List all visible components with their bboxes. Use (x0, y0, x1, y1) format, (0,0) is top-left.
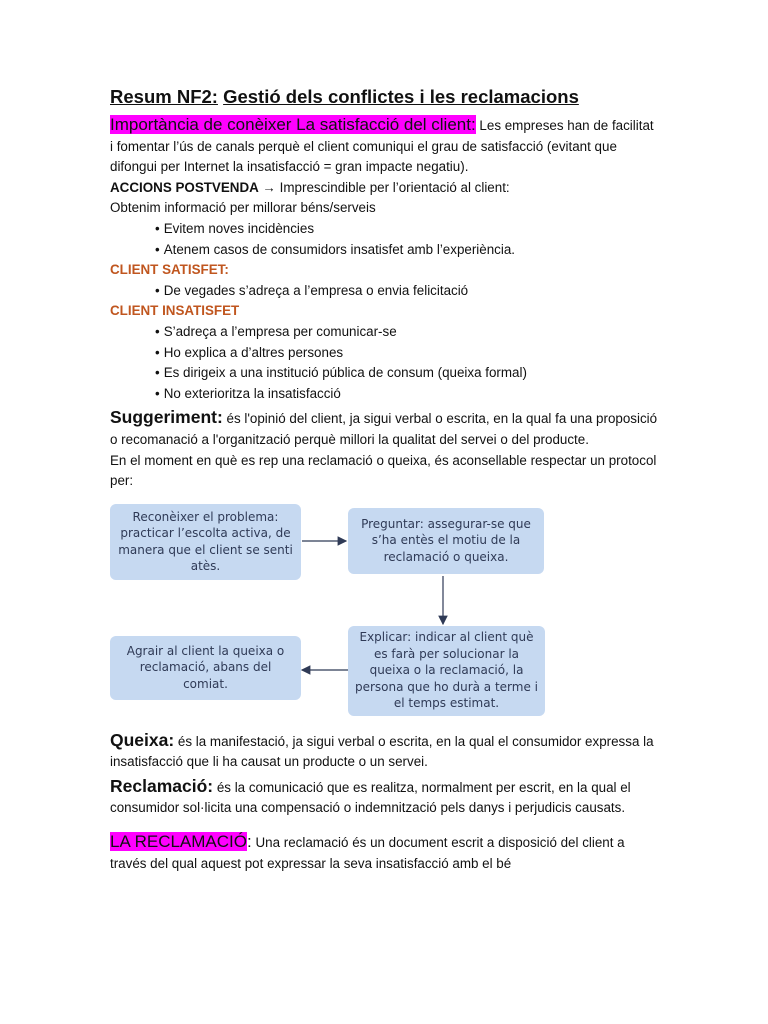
title-main: Gestió dels conflictes i les reclamacions (223, 86, 579, 107)
list-item: • Ho explica a d’altres persones (155, 343, 658, 364)
accions-line2: Obtenim informació per millorar béns/serveis (110, 200, 376, 216)
insatisfet-label: CLIENT INSATISFET (110, 303, 240, 319)
accions-label: ACCIONS POSTVENDA (110, 179, 259, 195)
satisfet-label: CLIENT SATISFET: (110, 262, 229, 278)
la-reclamacio-text: Una reclamació és un document escrit a disposició del client a través del qual aquest pot expressar la seva insatisfacció amb el bé (110, 835, 625, 871)
insatisfet-bullets (110, 322, 658, 404)
intro-text-rest: han de facilitat i fomentar l’ús de canals perquè el client comuniqui el grau de satisfacció (evitant que difongui per Internet la insatisfacció = gran impacte negatiu). (110, 118, 654, 175)
list-item: • No exterioritza la insatisfacció (155, 384, 658, 405)
la-reclamacio-colon: : (247, 832, 252, 852)
la-reclamacio-paragraph (110, 831, 658, 874)
accions-arrow: → (258, 179, 280, 195)
flow-box-explain: Explicar: indicar al client què es farà per solucionar la queixa o la reclamació, la persona que ho durà a terme i el temps estimat. (348, 626, 545, 716)
list-item: • De vegades s’adreça a l’empresa o envia felicitació (155, 281, 658, 302)
queixa-paragraph (110, 730, 658, 773)
satisfet-bullets (110, 281, 658, 302)
list-item: • Evitem noves incidències (155, 219, 658, 240)
reclamacio-term: Reclamació: (110, 775, 214, 796)
flow-box-thank: Agrair al client la queixa o reclamació, abans del comiat. (110, 636, 301, 700)
reclamacio-text: és la comunicació que es realitza, normalment per escrit, en la qual el consumidor sol·licita una compensació o indemnització pels danys i perjudicis causats. (110, 779, 631, 816)
accions-line (110, 178, 658, 199)
title-prefix: Resum NF2: (110, 86, 218, 107)
list-item: • Es dirigeix a una institució pública de consum (queixa formal) (155, 363, 658, 384)
reclamacio-paragraph (110, 776, 658, 819)
accions-bullets (110, 219, 658, 260)
list-item: • S’adreça a l’empresa per comunicar-se (155, 322, 658, 343)
page-title (110, 84, 658, 110)
flow-box-recognize: Reconèixer el problema: practicar l’escolta activa, de manera que el client se senti atès. (110, 504, 301, 580)
intro-text-first: Les empreses (475, 118, 564, 133)
accions-text: Imprescindible per l’orientació al client: (279, 179, 510, 195)
protocol-flowchart (110, 504, 550, 722)
document-page (110, 84, 658, 874)
queixa-text: és la manifestació, ja sigui verbal o escrita, en la qual el consumidor expressa la insatisfacció que li ha causat un producte o un servei. (110, 733, 654, 770)
intro-paragraph (110, 114, 658, 178)
queixa-term: Queixa: (110, 729, 175, 750)
suggeriment-text: és l'opinió del client, ja sigui verbal o escrita, en la qual fa una proposició o recomanació a l'organització perquè millori la qualitat del servei o del producte. (110, 411, 658, 447)
suggeriment-term: Suggeriment: (110, 407, 223, 428)
intro-heading: Importància de conèixer La satisfacció del client: (110, 115, 476, 134)
flow-box-ask: Preguntar: assegurar-se que s’ha entès el motiu de la reclamació o queixa. (348, 508, 544, 574)
protocol-paragraph: En el moment en què es rep una reclamació o queixa, és aconsellable respectar un protocol per: (110, 452, 657, 489)
suggeriment-paragraph (110, 407, 658, 450)
la-reclamacio-heading: LA RECLAMACIÓ (110, 832, 247, 852)
list-item: • Atenem casos de consumidors insatisfet amb l’experiència. (155, 240, 658, 261)
